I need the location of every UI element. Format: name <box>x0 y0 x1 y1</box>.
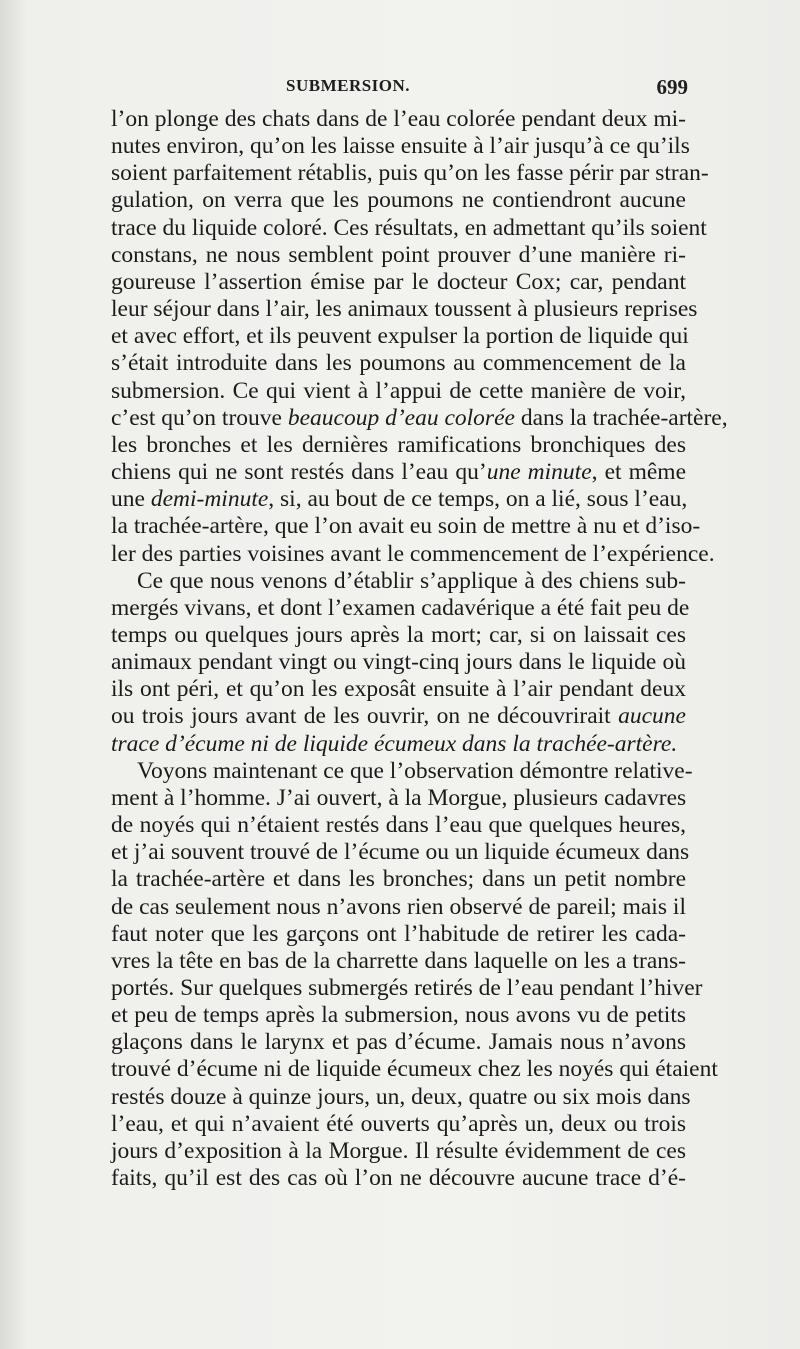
text-line <box>111 459 686 486</box>
text-run: les bronches et les dernières ramifications bronchiques des <box>111 431 686 458</box>
text-run: trouvé d’écume ni de liquide écumeux chez les noyés qui étaient <box>111 1056 718 1083</box>
text-run: l’on plonge des chats dans de l’eau colorée pendant deux mi- <box>111 106 686 132</box>
text-line <box>111 133 690 160</box>
text-line <box>111 296 698 323</box>
text-run: et peu de temps après la submersion, nous avons vu de petits <box>111 1002 686 1029</box>
text-line <box>111 160 709 187</box>
text-line <box>111 269 686 296</box>
text-run: l’eau, et qui n’avaient été ouverts qu’après un, deux ou trois <box>111 1110 686 1137</box>
text-line <box>111 622 686 649</box>
text-line <box>111 1056 718 1083</box>
italic-text: beaucoup d’eau colorée <box>287 404 515 431</box>
text-line <box>111 731 686 758</box>
text-run: ou trois jours avant de les ouvrir, on ne découvrirait <box>111 703 619 730</box>
text-run: faut noter que les garçons ont l’habitude de retirer les cada- <box>111 920 686 947</box>
text-run: trace du liquide coloré. Ces résultats, en admettant qu’ils soient <box>111 214 707 241</box>
text-line <box>111 323 689 350</box>
text-run: dans la trachée-artère, <box>514 404 728 431</box>
text-run: Ce que nous venons d’établir s’applique à des chiens sub- <box>137 567 686 594</box>
text-run: soient parfaitement rétablis, puis qu’on les fasse périr par stran- <box>111 160 709 187</box>
text-line <box>111 894 686 921</box>
text-run: submersion. Ce qui vient à l’appui de cette manière de voir, <box>111 377 686 404</box>
text-line <box>111 1111 686 1138</box>
text-line <box>111 568 686 595</box>
text-run: une <box>111 486 151 513</box>
text-run: ils ont péri, et qu’on les exposât ensuite à l’air pendant deux <box>111 676 686 703</box>
body-text <box>111 106 728 1192</box>
text-line <box>111 106 686 133</box>
text-run: la trachée-artère, que l’on avait eu soin de mettre à nu et d’iso- <box>111 513 701 540</box>
text-line <box>111 1165 686 1192</box>
page-number: 699 <box>656 75 688 99</box>
text-run: faits, qu’il est des cas où l’on ne découvre aucune trace d’é- <box>111 1165 686 1192</box>
text-run: s’était introduite dans les poumons au commencement de la <box>111 350 686 377</box>
text-line <box>111 513 701 540</box>
text-run: vres la tête en bas de la charrette dans laquelle on les a trans- <box>111 947 686 974</box>
text-line <box>111 404 728 432</box>
text-run: chiens qui ne sont restés dans l’eau qu’ <box>111 459 487 486</box>
text-run: constans, ne nous semblent point prouver d’une manière ri- <box>111 241 686 268</box>
text-line <box>111 540 715 568</box>
text-run: portés. Sur quelques submergés retirés de l’eau pendant l’hiver <box>111 975 703 1001</box>
text-line <box>111 1029 686 1056</box>
text-line <box>111 866 686 893</box>
text-run: de noyés qui n’étaient restés dans l’eau que quelques heures, <box>111 812 686 839</box>
text-line <box>111 676 686 703</box>
text-line <box>111 486 686 513</box>
text-run: ment à l’homme. J’ai ouvert, à la Morgue, plusieurs cadavres <box>111 784 687 811</box>
text-run: mergés vivans, et dont l’examen cadavérique a été fait peu de <box>111 594 690 621</box>
text-line <box>111 187 686 214</box>
text-line <box>111 757 693 785</box>
text-run: c’est qu’on trouve <box>111 404 288 431</box>
text-run: restés douze à quinze jours, un, deux, quatre ou six mois dans <box>111 1083 691 1110</box>
text-run: temps ou quelques jours après la mort; car, si on laissait ces <box>111 621 686 648</box>
text-run: jours d’exposition à la Morgue. Il résulte évidemment de ces <box>111 1137 686 1164</box>
text-line <box>111 432 686 459</box>
text-line <box>111 1083 691 1111</box>
text-run: Voyons maintenant ce que l’observation démontre relative- <box>137 757 693 784</box>
page-header <box>0 76 800 102</box>
text-run: et j’ai souvent trouvé de l’écume ou un liquide écumeux dans <box>111 839 690 866</box>
text-run: la trachée-artère et dans les bronches; dans un petit nombre <box>111 866 686 893</box>
text-run: animaux pendant vingt ou vingt-cinq jours dans le liquide où <box>111 649 686 676</box>
text-run: , si, au bout de ce temps, on a lié, sous l’eau, <box>268 486 688 513</box>
text-line <box>111 839 690 866</box>
running-title: SUBMERSION. <box>286 76 411 95</box>
text-line <box>111 1138 686 1165</box>
text-run: goureuse l’assertion émise par le docteur Cox; car, pendant <box>111 268 686 295</box>
text-line <box>111 649 686 676</box>
text-run: glaçons dans le larynx et pas d’écume. Jamais nous n’avons <box>111 1029 686 1056</box>
text-line <box>111 975 703 1002</box>
text-line <box>111 812 686 839</box>
text-line <box>111 594 690 622</box>
italic-text: demi-minute <box>150 486 269 513</box>
text-run: leur séjour dans l’air, les animaux toussent à plusieurs reprises <box>111 296 698 323</box>
text-line <box>111 785 686 812</box>
text-line <box>111 1002 686 1029</box>
text-run: de cas seulement nous n’avons rien observé de pareil; mais il <box>111 893 686 920</box>
text-line <box>111 242 686 269</box>
text-line <box>111 350 686 377</box>
italic-text: aucune <box>618 703 686 730</box>
text-line <box>111 948 686 975</box>
text-run: nutes environ, qu’on les laisse ensuite à l’air jusqu’à ce qu’ils <box>111 133 690 160</box>
text-line <box>111 214 707 242</box>
text-run: ler des parties voisines avant le commencement de l’expérience. <box>111 540 715 567</box>
text-run: et avec effort, et ils peuvent expulser la portion de liquide qui <box>111 323 689 350</box>
italic-text: trace d’écume ni de liquide écumeux dans la trachée-artère. <box>111 730 678 757</box>
text-line <box>111 703 686 730</box>
text-line <box>111 921 686 948</box>
text-run: gulation, on verra que les poumons ne contiendront aucune <box>111 187 686 214</box>
text-line <box>111 378 686 405</box>
italic-text: une minute <box>486 459 592 486</box>
text-run: , et même <box>591 459 687 486</box>
